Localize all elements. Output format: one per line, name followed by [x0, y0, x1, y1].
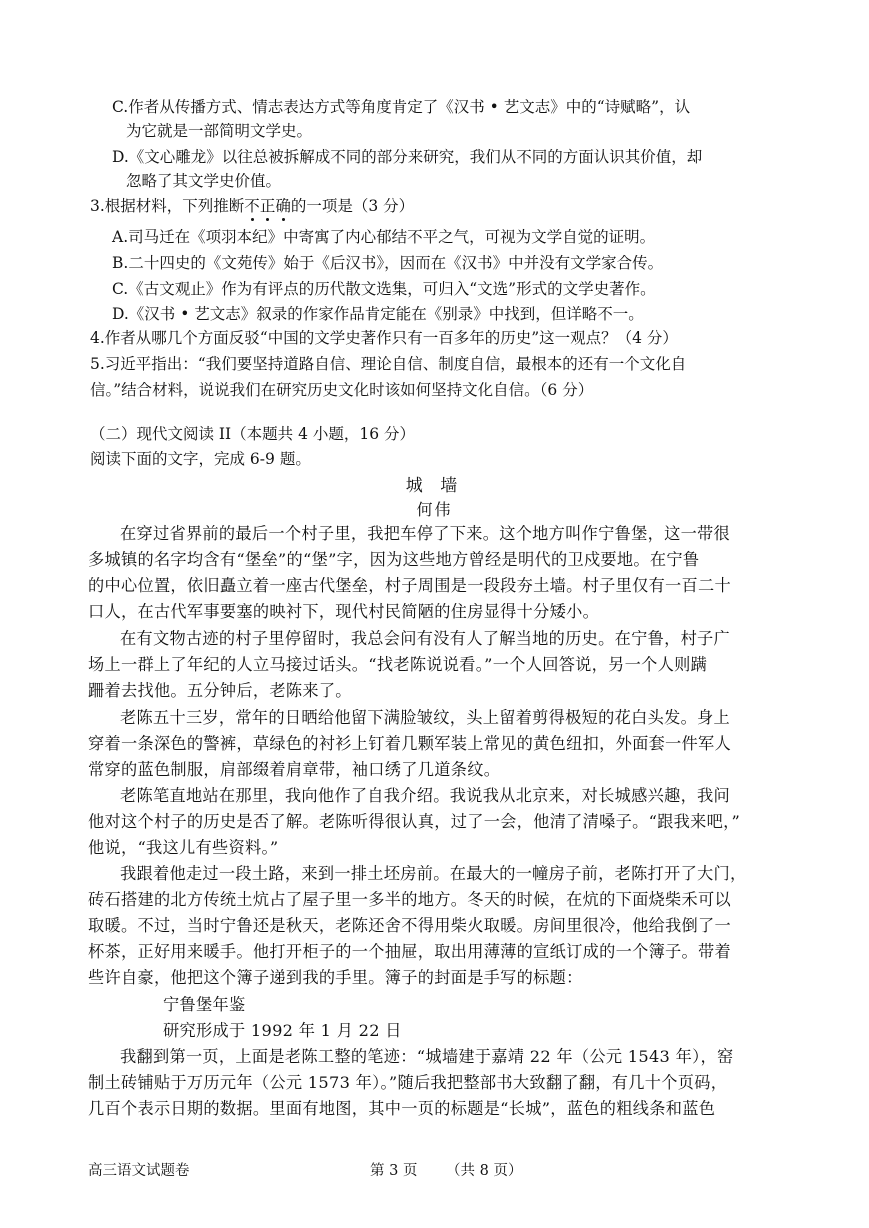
paragraph-1-line-3: 的中心位置，依旧矗立着一座古代堡垒，村子周围是一段段夯土墙。村子里仅有一百二十 [88, 576, 732, 595]
footer-exam-name: 高三语文试题卷 [88, 1163, 190, 1179]
q3-option-b: B.二十四史的《文苑传》始于《后汉书》，因而在《汉书》中并没有文学家合传。 [112, 254, 664, 272]
booklet-title: 宁鲁堡年鉴 [163, 995, 246, 1014]
question-5-line-1: 5.习近平指出：“我们要坚持道路自信、理论自信、制度自信，最根本的还有一个文化自 [90, 355, 687, 373]
question-3 [90, 196, 414, 216]
emphasis-char: 不 [244, 197, 260, 215]
option-d-line-2: 忽略了其文学史价值。 [126, 172, 282, 190]
paragraph-5-line-5: 些许自豪，他把这个簿子递到我的手里。簿子的封面是手写的标题： [88, 968, 583, 987]
paragraph-6-line-2: 制土砖铺贴于万历元年（公元 1573 年）。”随后我把整部书大致翻了翻，有几十个页码， [88, 1073, 728, 1092]
paragraph-1-line-2: 多城镇的名字均含有“堡垒”的“堡”字，因为这些地方曾经是明代的卫戍要地。在宁鲁 [88, 550, 700, 569]
paragraph-1-line-4: 口人，在古代军事要塞的映衬下，现代村民简陋的住房显得十分矮小。 [88, 602, 600, 621]
question-5-line-2: 信。”结合材料，说说我们在研究历史文化时该如何坚持文化自信。（6 分） [90, 381, 594, 399]
option-c-line-2: 为它就是一部简明文学史。 [126, 122, 313, 140]
paragraph-2-line-3: 跚着去找他。五分钟后，老陈来了。 [88, 681, 352, 700]
paragraph-5-line-2: 砖石搭建的北方传统土炕占了屋子里一多半的地方。冬天的时候，在炕的下面烧柴禾可以 [88, 890, 732, 909]
paragraph-5-line-3: 取暖。不过，当时宁鲁还是秋天，老陈还舍不得用柴火取暖。房间里很冷，他给我倒了一 [88, 916, 732, 935]
footer-total-pages: （共 8 页） [446, 1163, 523, 1179]
q3-option-d: D.《汉书 • 艺文志》叙录的作家作品肯定能在《别录》中找到，但详略不一。 [112, 305, 644, 323]
paragraph-4-line-2: 他对这个村子的历史是否了解。老陈听得很认真，过了一会，他清了清嗓子。“跟我来吧，” [88, 812, 741, 831]
footer-page-number: 第 3 页 [370, 1163, 418, 1179]
paragraph-1-line-1: 在穿过省界前的最后一个村子里，我把车停了下来。这个地方叫作宁鲁堡，这一带很 [120, 524, 731, 543]
paragraph-4-line-1: 老陈笔直地站在那里，我向他作了自我介绍。我说我从北京来，对长城感兴趣，我问 [120, 786, 731, 805]
question-3-prefix: 3.根据材料，下列推断 [90, 197, 245, 215]
question-3-suffix: 的一项是（3 分） [290, 197, 415, 215]
emphasis-char: 正 [259, 197, 276, 215]
option-c-line-1: C.作者从传播方式、情志表达方式等角度肯定了《汉书 • 艺文志》中的“诗赋略”，认 [112, 98, 691, 116]
emphasis-char: 确 [275, 197, 291, 215]
q3-option-a: A.司马迁在《项羽本纪》中寄寓了内心郁结不平之气，可视为文学自觉的证明。 [112, 228, 656, 246]
paragraph-4-line-3: 他说，“我这儿有些资料。” [88, 838, 279, 857]
paragraph-5-line-1: 我跟着他走过一段土路，来到一排土坯房前。在最大的一幢房子前，老陈打开了大门， [120, 864, 747, 883]
paragraph-5-line-4: 杯茶，正好用来暖手。他打开柜子的一个抽屉，取出用薄薄的宣纸订成的一个簿子。带着 [88, 942, 732, 961]
paragraph-6-line-1: 我翻到第一页，上面是老陈工整的笔迹：“城墙建于嘉靖 22 年（公元 1543 年），窑 [120, 1047, 734, 1066]
paragraph-6-line-3: 几百个表示日期的数据。里面有地图，其中一页的标题是“长城”，蓝色的粗线条和蓝色 [88, 1099, 716, 1118]
paragraph-3-line-3: 常穿的蓝色制服，肩部缀着肩章带，袖口绣了几道条纹。 [88, 760, 501, 779]
article-author: 何伟 [416, 500, 453, 519]
option-d-line-1: D.《文心雕龙》以往总被拆解成不同的部分来研究，我们从不同的方面认识其价值，却 [112, 148, 703, 166]
paragraph-3-line-2: 穿着一条深色的警裤，草绿色的衬衫上钉着几颗军装上常见的黄色纽扣，外面套一件军人 [88, 734, 732, 753]
paragraph-2-line-1: 在有文物古迹的村子里停留时，我总会问有没有人了解当地的历史。在宁鲁，村子广 [120, 629, 731, 648]
paragraph-3-line-1: 老陈五十三岁，常年的日晒给他留下满脸皱纹，头上留着剪得极短的花白头发。身上 [120, 708, 731, 727]
section-instruction: 阅读下面的文字，完成 6-9 题。 [90, 450, 311, 468]
article-title: 城 墙 [405, 476, 464, 496]
booklet-date: 研究形成于 1992 年 1 月 22 日 [163, 1021, 402, 1040]
question-4: 4.作者从哪几个方面反驳“中国的文学史著作只有一百多年的历史”这一观点？（4 分） [90, 329, 678, 347]
paragraph-2-line-2: 场上一群上了年纪的人立马接过话头。“找老陈说说看。”一个人回答说，另一个人则蹒 [88, 655, 708, 674]
q3-option-c: C.《古文观止》作为有评点的历代散文选集，可归入“文选”形式的文学史著作。 [112, 280, 656, 298]
emphasis-not-correct [244, 197, 291, 215]
section-heading: （二）现代文阅读 II（本题共 4 小题，16 分） [90, 425, 416, 443]
